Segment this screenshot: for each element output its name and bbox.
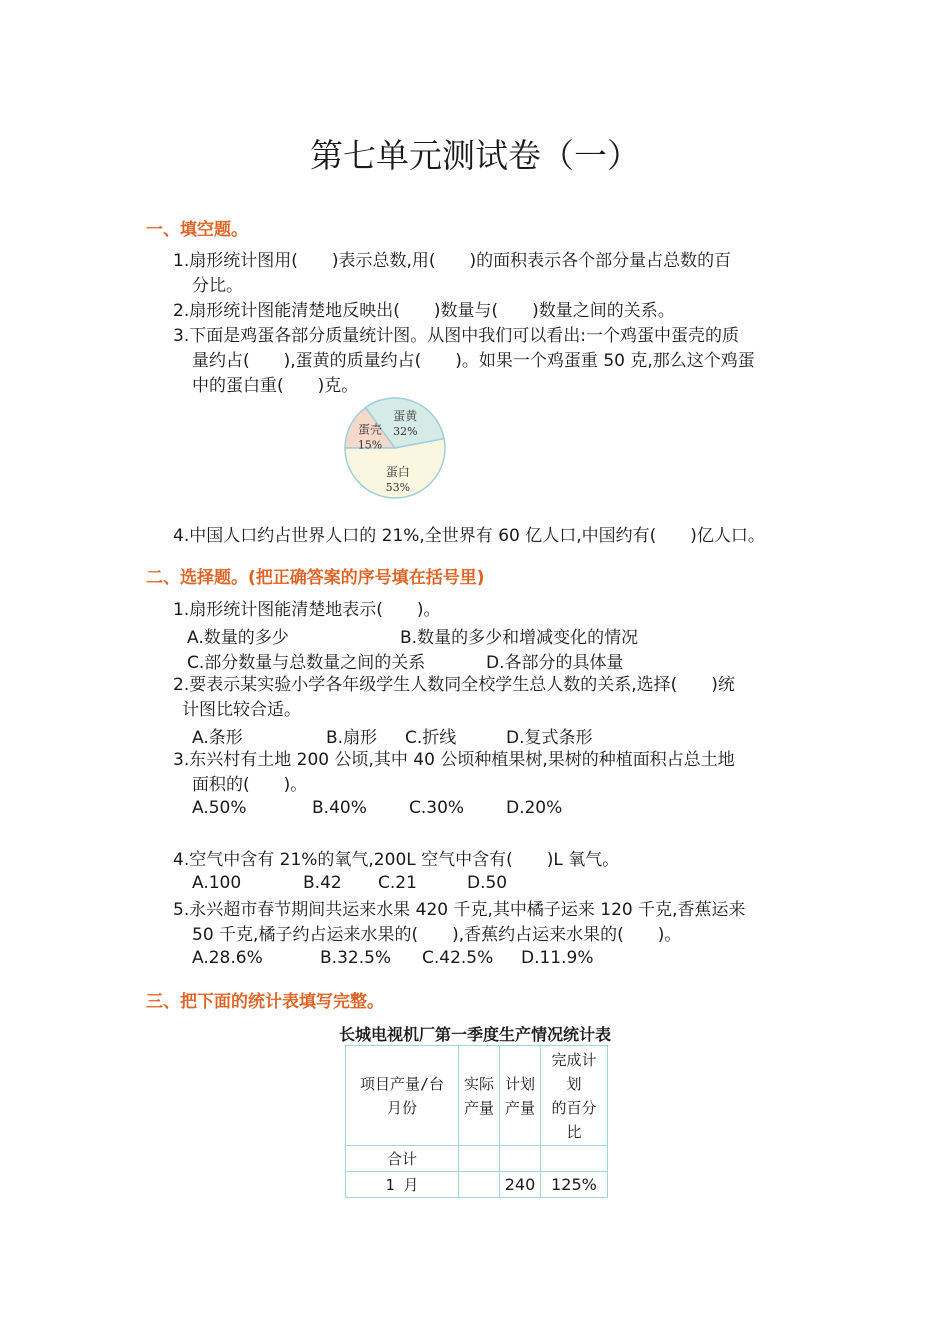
s2-q4-option-a: A.100	[192, 873, 242, 893]
s2-q2-option-a: A.条形	[192, 728, 243, 748]
header-cell-plan	[500, 1046, 541, 1146]
s2-q2-line1: 2.要表示某实验小学各年级学生人数同全校学生总人数的关系,选择( )统	[173, 675, 735, 695]
row-total-percent	[541, 1146, 608, 1172]
header-month-label: 月份	[386, 1098, 417, 1117]
pie-label-0: 蛋壳	[358, 422, 383, 437]
s1-q3-line3: 中的蛋白重( )克。	[192, 376, 359, 396]
pie-value-label-2: 53%	[385, 480, 411, 494]
s2-q3-option-b: B.40%	[312, 798, 367, 818]
s2-q4-option-b: B.42	[303, 873, 342, 893]
s1-q1-line1: 1.扇形统计图用( )表示总数,用( )的面积表示各个部分量占总数的百	[173, 251, 732, 271]
s1-q1-line2: 分比。	[192, 276, 243, 296]
s2-q4-line1: 4.空气中含有 21%的氧气,200L 空气中含有( )L 氧气。	[173, 850, 620, 870]
header-actual-line2: 产量	[463, 1098, 494, 1117]
s1-q3-line1: 3.下面是鸡蛋各部分质量统计图。从图中我们可以看出:一个鸡蛋中蛋壳的质	[173, 326, 739, 346]
section-1-heading: 一、填空题。	[146, 220, 248, 240]
s2-q4-option-c: C.21	[378, 873, 417, 893]
header-percent-line4: 比	[566, 1122, 582, 1141]
header-plan-line2: 产量	[504, 1098, 535, 1117]
row-total-plan	[500, 1146, 541, 1172]
header-percent-line1: 完成计	[551, 1050, 597, 1069]
s2-q1-option-c: C.部分数量与总数量之间的关系	[187, 653, 426, 673]
s2-q3-line1: 3.东兴村有土地 200 公顷,其中 40 公顷种植果树,果树的种植面积占总土地	[173, 750, 735, 770]
header-cell-actual	[459, 1046, 500, 1146]
header-cell-item-month	[346, 1046, 459, 1146]
s2-q5-line2: 50 千克,橘子约占运来水果的( ),香蕉约占运来水果的( )。	[192, 925, 682, 945]
row-total-actual	[459, 1146, 500, 1172]
header-actual-line1: 实际	[463, 1074, 494, 1093]
header-percent-line2: 划	[566, 1074, 582, 1093]
s2-q2-line2: 计图比较合适。	[182, 700, 301, 720]
s2-q4-option-d: D.50	[467, 873, 508, 893]
s2-q1-option-b: B.数量的多少和增减变化的情况	[400, 628, 639, 648]
production-stat-table	[345, 1045, 608, 1198]
section-3-heading: 三、把下面的统计表填写完整。	[146, 992, 384, 1012]
row-jan-actual	[459, 1172, 500, 1198]
s2-q3-option-a: A.50%	[192, 798, 247, 818]
s2-q2-option-c: C.折线	[405, 728, 457, 748]
pie-value-label-1: 32%	[393, 424, 418, 438]
s2-q2-option-d: D.复式条形	[506, 728, 593, 748]
s2-q3-line2: 面积的( )。	[192, 775, 308, 795]
page-title: 第七单元测试卷（一）	[310, 136, 640, 175]
s1-q4-line1: 4.中国人口约占世界人口的 21%,全世界有 60 亿人口,中国约有( )亿人口。	[173, 526, 765, 546]
row-total-month: 合计	[346, 1146, 459, 1172]
s2-q5-option-c: C.42.5%	[422, 948, 494, 968]
table-row	[346, 1146, 608, 1172]
s2-q5-line1: 5.永兴超市春节期间共运来水果 420 千克,其中橘子运来 120 千克,香蕉运来	[173, 900, 746, 920]
header-cell-percent	[541, 1046, 608, 1146]
s2-q1-option-d: D.各部分的具体量	[486, 653, 624, 673]
s2-q5-option-b: B.32.5%	[320, 948, 392, 968]
header-percent-line3: 的百分	[551, 1098, 597, 1117]
row-jan-percent: 125%	[541, 1172, 608, 1198]
header-plan-line1: 计划	[504, 1074, 535, 1093]
table-row	[346, 1172, 608, 1198]
s2-q3-option-d: D.20%	[506, 798, 563, 818]
s2-q2-option-b: B.扇形	[326, 728, 378, 748]
row-jan-month: 1 月	[346, 1172, 459, 1198]
table-title: 长城电视机厂第一季度生产情况统计表	[338, 1025, 611, 1044]
s2-q3-option-c: C.30%	[409, 798, 465, 818]
row-jan-plan: 240	[500, 1172, 541, 1198]
section-2-heading: 二、选择题。(把正确答案的序号填在括号里)	[146, 568, 485, 588]
header-item-label: 项目产量/台	[359, 1074, 445, 1093]
egg-pie-chart	[340, 396, 450, 500]
s1-q3-line2: 量约占( ),蛋黄的质量约占( )。如果一个鸡蛋重 50 克,那么这个鸡蛋	[192, 351, 755, 371]
pie-value-label-0: 15%	[357, 438, 383, 452]
s2-q5-option-a: A.28.6%	[192, 948, 263, 968]
s2-q1-option-a: A.数量的多少	[187, 628, 289, 648]
table-header-row	[346, 1046, 608, 1146]
s1-q2-line1: 2.扇形统计图能清楚地反映出( )数量与( )数量之间的关系。	[173, 301, 675, 321]
pie-label-2: 蛋白	[385, 464, 410, 479]
pie-label-1: 蛋黄	[393, 408, 418, 423]
s2-q5-option-d: D.11.9%	[521, 948, 594, 968]
s2-q1-line1: 1.扇形统计图能清楚地表示( )。	[173, 600, 441, 620]
